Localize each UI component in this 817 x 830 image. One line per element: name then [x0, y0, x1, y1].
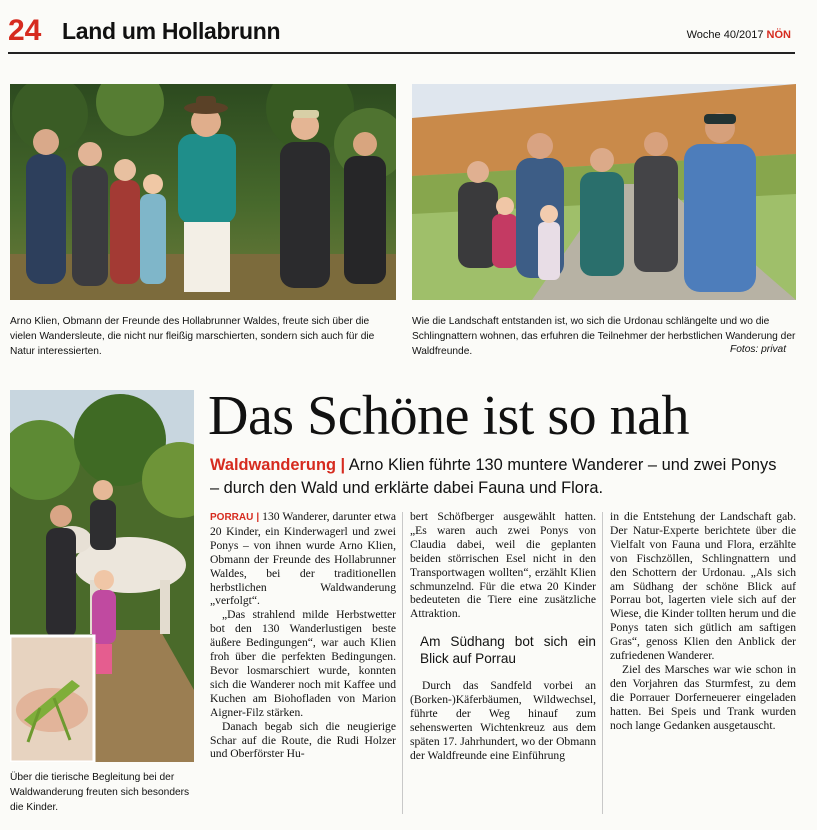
column-1-paragraph-1	[210, 510, 396, 608]
article-headline: Das Schöne ist so nah	[208, 385, 690, 447]
article-subhead: Am Südhang bot sich ein Blick auf Porrau	[420, 634, 596, 667]
column-divider-2	[602, 512, 603, 814]
photo-kids-pony	[10, 390, 194, 762]
column-1-text-1: 130 Wanderer, darunter etwa 20 Kinder, ein Kinderwagerl und zwei Ponys – von ihnen wurde Arno Klien, Obmann der Freunde des Hollabrunner Waldes, bei der traditionellen herbstlichen Waldwanderung „verfolgt“.	[210, 510, 397, 608]
photo-guide-group	[10, 84, 396, 300]
section-title: Land um Hollabrunn	[62, 18, 281, 44]
column-2-paragraph-1: bert Schöfberger ausgewählt hatten. „Es waren auch zwei Ponys von Claudia dabei, weil die geplanten beiden störrischen Esel nicht in den Transportwagen wollten“, erzählt Klien schmunzelnd. Für die etwa 20 Kinder bedeuteten die Tiere eine zusätzliche Attraktion.	[410, 510, 596, 621]
caption-top-left: Arno Klien, Obmann der Freunde des Hollabrunner Waldes, freute sich über die vielen Wandersleute, die nicht nur fleißig marschierten, sondern sich auch für die Natur interessierten.	[10, 316, 375, 357]
dateline: PORRAU	[210, 512, 254, 523]
column-3-paragraph-2: Ziel des Marsches war wie schon in den Vorjahren das Sturmfest, zu dem die Porrauer Dorferneuerer eingeladen hatten. Bei Speis und Trank wurden noch lange Gedanken ausgetauscht.	[610, 662, 796, 732]
article-column-3	[610, 510, 796, 733]
column-1-paragraph-2: „Das strahlend milde Herbstwetter bot den 130 Wanderlustigen beste äußere Bedingungen“, war auch Klien froh über die perfekten Bedingungen. Bevor losmarschiert wurde, konnten sich die Wanderer noch mit Kaffee und Kuchen am Biohofladen von Marion Aigner-Filz stärken.	[210, 608, 396, 719]
header-rule	[8, 52, 795, 54]
article-lead	[210, 454, 790, 500]
issue-label	[687, 29, 791, 41]
photo-hikers-path	[412, 84, 796, 300]
article-column-2	[410, 510, 596, 763]
brand-logo: NÖN	[766, 29, 791, 41]
article-kicker: Waldwanderung	[210, 456, 336, 474]
issue-week: Woche 40/2017	[686, 29, 764, 41]
dateline-separator: |	[256, 512, 260, 523]
lead-text: Arno Klien führte 130 muntere Wanderer – und zwei Ponys – durch den Wald und erklärte dabei Fauna und Flora.	[210, 456, 777, 497]
page-number: 24	[8, 14, 42, 47]
caption-top-right: Wie die Landschaft entstanden ist, wo sich die Urdonau schlängelte und wo die Schlingnattern wohnen, das erfuhren die Teilnehmer der herbstlichen Wanderung der Waldfreunde.	[412, 316, 796, 357]
column-3-paragraph-1: in die Entstehung der Landschaft gab. Der Natur-Experte berichtete über die Vielfalt von Fauna und Flora, erzählte von Fischzöllen, Schlingnattern und den Schottern der Urdonau. „Als sich am Südhang der schöne Blick auf Porrau bot, lagerten viele sich auf der Wiese, die Kinder tollten herum und die Ponys taten sich gütlich am saftigen Gras“, genoss Klien den Anblick der zufriedenen Wanderer.	[610, 510, 796, 663]
column-divider-1	[402, 512, 403, 814]
column-1-paragraph-3: Danach begab sich die neugierige Schar auf die Route, die Rudi Holzer und Oberförster Hu-	[210, 719, 396, 761]
column-2-paragraph-2: Durch das Sandfeld vorbei an (Borken-)Käferbäumen, Wildwechsel, führte der Weg hinauf zum sehenswerten Wichtenkreuz aus dem späten 17. Jahrhundert, wo der Obmann der Waldfreunde eine Einführung	[410, 679, 596, 762]
kicker-separator: |	[340, 456, 346, 474]
caption-bottom-left: Über die tierische Begleitung bei der Waldwanderung freuten sich besonders die Kinder.	[10, 772, 190, 813]
article-column-1	[210, 510, 396, 761]
photo-credit: Fotos: privat	[730, 344, 787, 355]
